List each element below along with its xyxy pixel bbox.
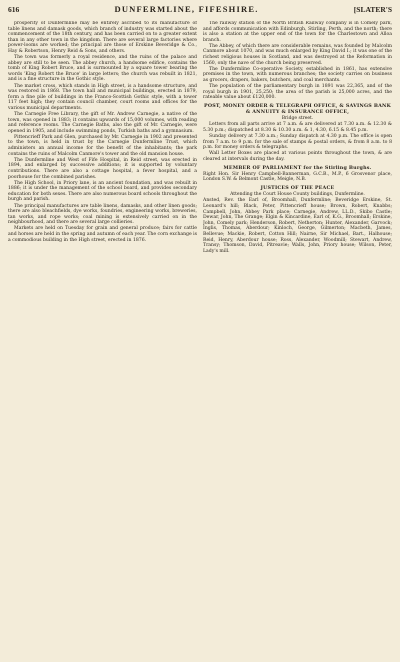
paragraph: Pittencrieff Park and Glen, purchased by Mr. Carnegie in 1902 and presented to the town, is held in trust by the Carnegie Dunfermline Trust, which administers an annual income for the benefit of the inhabitants; the park contains the ruins of Malcolm Canmore's tower and the old mansion house.	[8, 134, 197, 157]
post-office-paragraph: Sunday delivery at 7.30 a.m.; Sunday dispatch at 4.30 p.m. The office is open from 7 a.m. to 9 p.m. for the sale of stamps & postal orders, & from 8 a.m. to 8 p.m. for money orders & telegraphs.	[203, 134, 392, 151]
paragraph: The Carnegie Free Library, the gift of Mr. Andrew Carnegie, a native of the town, was opened in 1883; it contains upwards of 15,000 volumes, with reading and reference rooms. The Carnegie Baths, also the gift of Mr. Carnegie, were opened in 1905, and include swimming ponds, Turkish baths and a gymnasium.	[8, 112, 197, 134]
page-header	[8, 4, 392, 18]
paragraph: The Abbey, of which there are considerable remains, was founded by Malcolm Canmore about 1070, and was much enlarged by King David I.; it was one of the richest religious houses in Scotland, and was destroyed at the Reformation in 1560, only the nave of the church being preserved.	[203, 43, 392, 66]
paragraph: The principal manufactures are table linens, damasks, and other linen goods; there are also bleachfields, dye works, foundries, engineering works, breweries, tan works, and rope works; coal mining is extensively carried on in the neighbourhood, and there are several large collieries.	[8, 203, 197, 226]
justices-list: Ansted, Rev. the Earl of, Broomhall, Dunfermline; Beveridge Erskine, St. Leonard's hill; Black, Peter, Pittencrieff house; Brown, Robert, Knabbs; Campbell, John, Abbey Park place; Carnegie, Andrew, LL.D., Skibo Castle; Dewar, John, The Grange; Elgin & Kincardine, Earl of, K.G., Broomhall; Erskine, John, Comely park; Henderson, Robert, Netherton; Hunter, Alexander, Garvock; Inglis, Thomas, Aberdour; Kinloch, George, Gilmerton; Macbeth, James, Bellevue; Mackie, Robert, Cotton Hill; Nairne, Sir Michael, Bart., Halhouse; Reid, Henry, Aberdour house; Ross, Alexander, Woodmill; Stewart, Andrew, Transy; Thomson, David, Pitreavie; Walls, John, Priory house; Wilson, Peter, Lady's mill.	[203, 198, 392, 254]
publisher-mark: [SLATER'S	[353, 5, 392, 14]
paragraph: Markets are held on Tuesday for grain and general produce; fairs for cattle and horses are held in the spring and autumn of each year. The corn exchange is a commodious building in the High street, erected in 1876.	[8, 226, 197, 243]
paragraph: The High School, in Priory lane, is an ancient foundation, and was rebuilt in 1886; it is under the management of the school board, and provides secondary education for both sexes. There are also numerous board schools throughout the burgh and parish.	[8, 180, 197, 203]
town-title: DUNFERMLINE,	[114, 4, 196, 14]
page-number: 616	[8, 5, 20, 14]
mp-entry: Right Hon. Sir Henry Campbell-Bannerman, G.C.B., M.P., 6 Grosvenor place, London S.W. & Belmont Castle, Meigle, N.B.	[203, 171, 392, 183]
post-office-heading: POST, MONEY ORDER & TELEGRAPH OFFICE, & SAVINGS BANK & ANNUITY & INSURANCE OFFICE,	[204, 102, 391, 115]
paragraph: The Dunfermline and West of Fife Hospital, in Reid street, was erected in 1894, and enlarged by successive additions; it is supported by voluntary contributions. There are also a cottage hospital, a fever hospital, and a poorhouse for the combined parishes.	[8, 157, 197, 180]
post-office-subheading: Bridge street.	[281, 115, 314, 121]
paragraph: The market cross, which stands in High street, is a handsome structure, and was restored in 1868. The town hall and municipal buildings, erected in 1879, form a fine pile of buildings in the Franco-Scottish Gothic style, with a tower 117 feet high; they contain council chamber, court rooms and offices for the various municipal departments.	[8, 83, 197, 111]
paragraph: The Dunfermline Co-operative Society, established in 1861, has extensive premises in the town, with numerous branches; the society carries on business as grocers, drapers, bakers, butchers, and coal merchants.	[203, 66, 392, 83]
running-title	[115, 4, 259, 14]
paragraph: prosperity of Dunfermline may be entirely ascribed to its manufacture of table linens and damask goods, which branch of industry was started about the commencement of the 18th century, and has been carried on to a greater extent than in any other town in the kingdom. There are several large factories where power-looms are worked; the principal are those of Erskine Beveridge & Co., Hay & Robertson, Henry Reid & Sons, and others.	[8, 21, 197, 54]
paragraph: The town was formerly a royal residence, and the ruins of the palace and abbey are still to be seen. The abbey church, a handsome edifice, contains the tomb of King Robert Bruce, and is surmounted by a square tower bearing the words 'King Robert the Bruce' in large letters; the church was rebuilt in 1821, and is a fine structure in the Gothic style.	[8, 55, 197, 83]
justices-heading: JUSTICES OF THE PEACE	[260, 184, 335, 191]
right-column	[203, 21, 392, 661]
left-column	[8, 21, 197, 661]
post-office-paragraph: Letters from all parts arrive at 7 a.m. & are delivered at 7.30 a.m. & 12.30 & 5.30 p.m.; dispatched at 8.30 & 10.30 a.m. & 1, 4.30, 6.15 & 8.45 p.m.	[203, 122, 392, 133]
justices-subheading: Attending the Court House County buildings, Dunfermline.	[230, 191, 365, 197]
paragraph: The population of the parliamentary burgh in 1891 was 22,365, and of the royal burgh in 1901, 25,250; the area of the parish is 25,000 acres, and the rateable value about £120,000.	[203, 84, 392, 101]
paragraph: The railway station of the North British Railway company is in Comely park, and affords communication with Edinburgh, Stirling, Perth, and the north; there is also a station at the upper end of the town for the Charlestown and Alloa branch.	[203, 21, 392, 43]
county-title: FIFESHIRE.	[198, 4, 259, 14]
mp-heading: MEMBER OF PARLIAMENT for the Stirling Burghs.	[223, 164, 372, 171]
text-columns	[8, 21, 392, 661]
post-office-paragraph: Wall Letter Boxes are placed at various points throughout the town, & are cleared at intervals during the day.	[203, 151, 392, 162]
